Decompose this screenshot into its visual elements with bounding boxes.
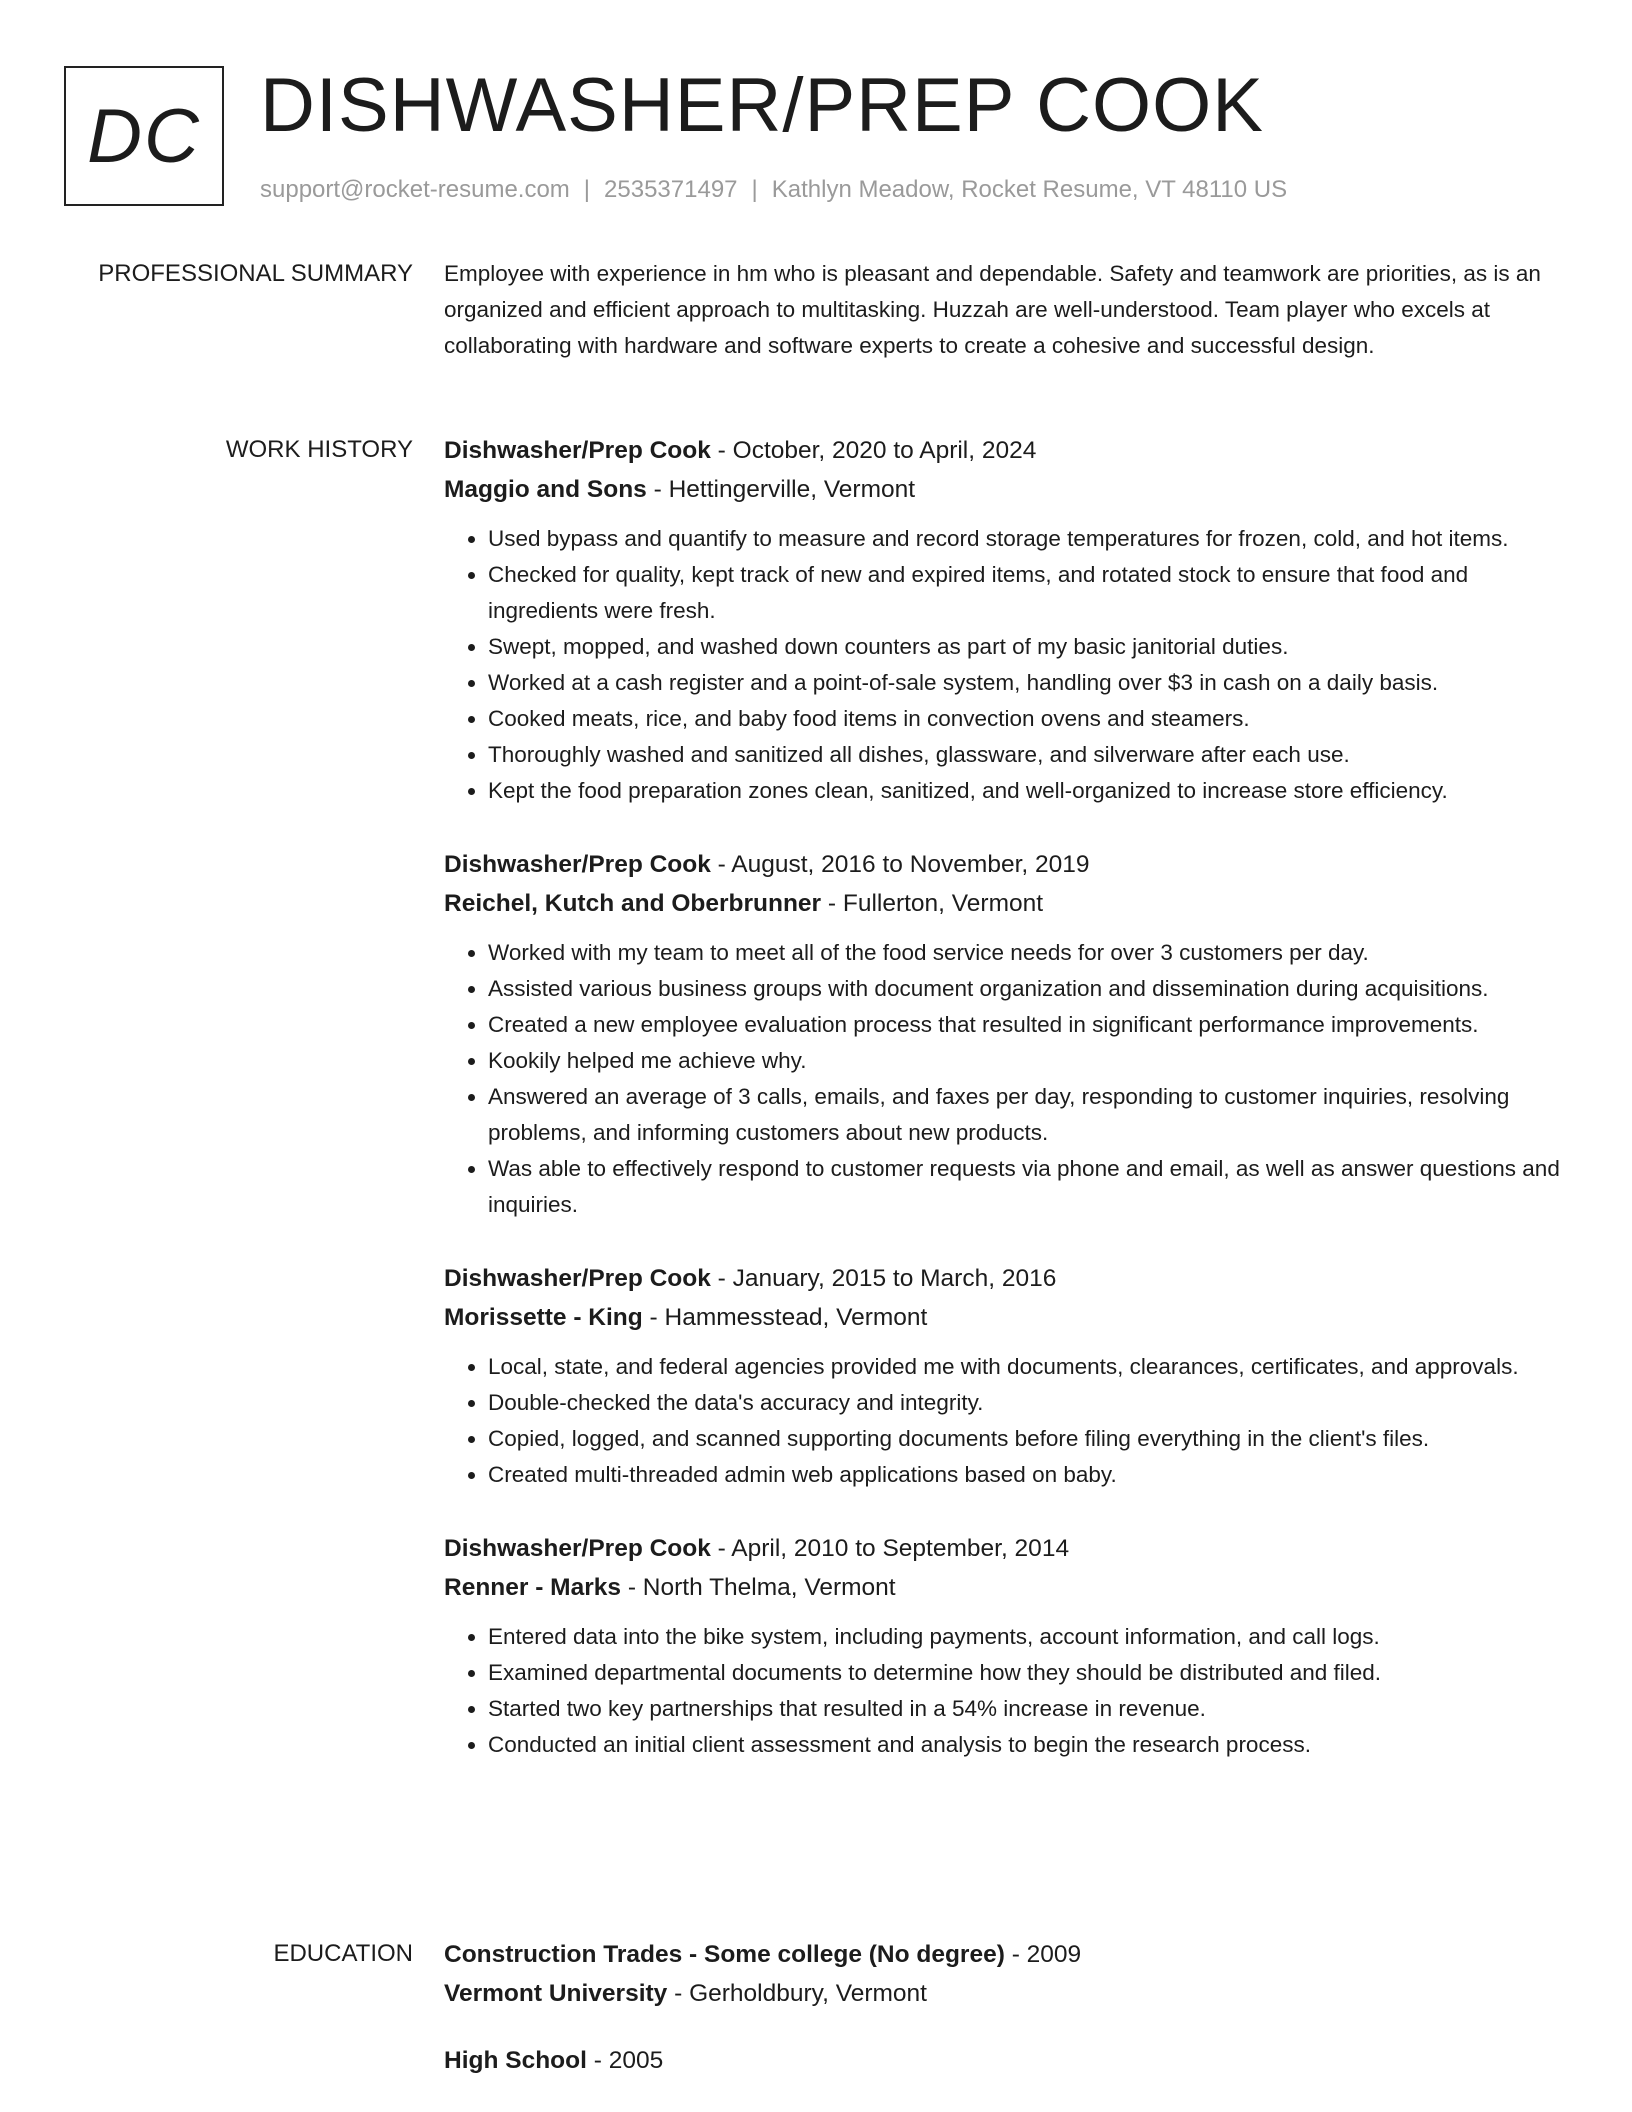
bullet-item: • Used bypass and quantify to measure and record storage temperatures for frozen, cold, and hot items. — [488, 521, 1564, 557]
summary-body — [444, 256, 1564, 364]
education-school: Vermont University — [444, 1980, 668, 2007]
section-label-education: EDUCATION — [273, 1940, 413, 1967]
education-list — [444, 1935, 1564, 2108]
job-title: Dishwasher/Prep Cook — [444, 851, 711, 878]
job-entry — [444, 431, 1564, 809]
company-name: Reichel, Kutch and Oberbrunner — [444, 890, 822, 917]
job-title: Dishwasher/Prep Cook — [444, 1535, 711, 1562]
contact-email: support@rocket-resume.com — [260, 176, 570, 203]
resume-header — [64, 63, 1584, 210]
job-entry — [444, 1529, 1564, 1763]
company-name: Morissette - King — [444, 1304, 643, 1331]
company-location: - Hammesstead, Vermont — [642, 1304, 928, 1331]
contact-phone: 2535371497 — [604, 176, 738, 203]
job-entry — [444, 1259, 1564, 1493]
jobs-list — [444, 431, 1564, 1799]
company-location: - North Thelma, Vermont — [621, 1574, 896, 1601]
contact-separator: | — [583, 176, 591, 203]
company-name: Maggio and Sons — [444, 476, 647, 503]
job-bullets — [444, 935, 1564, 1223]
education-degree: Construction Trades - Some college (No degree) — [444, 1941, 1005, 1968]
bullet-item: • Created multi-threaded admin web applications based on baby. — [488, 1457, 1564, 1493]
bullet-item: • Examined departmental documents to determine how they should be distributed and filed. — [488, 1655, 1564, 1691]
summary-text: Employee with experience in hm who is pleasant and dependable. Safety and teamwork are priorities, as is an organized and efficient approach to multitasking. Huzzah are well-understood. Team player who excels at collaborating with hardware and software experts to create a cohesive and successful design. — [444, 261, 1541, 358]
bullet-item: • Checked for quality, kept track of new and expired items, and rotated stock to ensure that food and ingredients were fresh. — [488, 557, 1564, 629]
company-location: - Hettingerville, Vermont — [646, 476, 916, 503]
education-degree: High School — [444, 2047, 587, 2074]
job-title-line — [444, 1259, 1564, 1298]
job-dates: - August, 2016 to November, 2019 — [710, 851, 1090, 878]
job-company-line — [444, 470, 1564, 509]
job-bullets — [444, 1619, 1564, 1763]
bullet-item: • Entered data into the bike system, including payments, account information, and call logs. — [488, 1619, 1564, 1655]
bullet-item: • Local, state, and federal agencies provided me with documents, clearances, certificates, and approvals. — [488, 1349, 1564, 1385]
bullet-item: • Double-checked the data's accuracy and integrity. — [488, 1385, 1564, 1421]
job-title-line — [444, 1529, 1564, 1568]
contact-line — [260, 176, 1287, 204]
contact-address: Kathlyn Meadow, Rocket Resume, VT 48110 US — [771, 176, 1288, 203]
bullet-item: • Kept the food preparation zones clean, sanitized, and well-organized to increase store efficiency. — [488, 773, 1564, 809]
education-year: - 2009 — [1004, 1941, 1082, 1968]
education-location: - Gerholdbury, Vermont — [667, 1980, 927, 2007]
bullet-item: • Was able to effectively respond to customer requests via phone and email, as well as answer questions and inquiries. — [488, 1151, 1564, 1223]
education-degree-line — [444, 2041, 1564, 2080]
bullet-item: • Cooked meats, rice, and baby food items in convection ovens and steamers. — [488, 701, 1564, 737]
education-school-line — [444, 1974, 1564, 2013]
job-company-line — [444, 1298, 1564, 1337]
bullet-item: • Swept, mopped, and washed down counters as part of my basic janitorial duties. — [488, 629, 1564, 665]
job-company-line — [444, 884, 1564, 923]
contact-separator: | — [751, 176, 758, 203]
bullet-item: • Created a new employee evaluation process that resulted in significant performance improvements. — [488, 1007, 1564, 1043]
monogram: DC — [64, 66, 224, 206]
section-label-work-history: WORK HISTORY — [225, 436, 413, 463]
bullet-item: • Kookily helped me achieve why. — [488, 1043, 1564, 1079]
job-dates: - April, 2010 to September, 2014 — [710, 1535, 1070, 1562]
bullet-item: • Copied, logged, and scanned supporting documents before filing everything in the client's files. — [488, 1421, 1564, 1457]
job-title: Dishwasher/Prep Cook — [444, 1265, 711, 1292]
job-dates: - January, 2015 to March, 2016 — [710, 1265, 1057, 1292]
bullet-item: • Assisted various business groups with document organization and dissemination during acquisitions. — [488, 971, 1564, 1007]
job-title-line — [444, 845, 1564, 884]
bullet-item: • Started two key partnerships that resulted in a 54% increase in revenue. — [488, 1691, 1564, 1727]
education-degree-line — [444, 1935, 1564, 1974]
company-location: - Fullerton, Vermont — [821, 890, 1044, 917]
bullet-item: • Conducted an initial client assessment and analysis to begin the research process. — [488, 1727, 1564, 1763]
section-label-summary: PROFESSIONAL SUMMARY — [98, 260, 413, 287]
education-year: - 2005 — [586, 2047, 664, 2074]
job-dates: - October, 2020 to April, 2024 — [710, 437, 1037, 464]
job-title: Dishwasher/Prep Cook — [444, 437, 711, 464]
education-entry — [444, 2041, 1564, 2080]
resume-title: DISHWASHER/PREP COOK — [260, 63, 1264, 148]
job-title-line — [444, 431, 1564, 470]
job-bullets — [444, 521, 1564, 809]
education-entry — [444, 1935, 1564, 2013]
company-name: Renner - Marks — [444, 1574, 622, 1601]
bullet-item: • Worked at a cash register and a point-of-sale system, handling over $3 in cash on a daily basis. — [488, 665, 1564, 701]
bullet-item: • Worked with my team to meet all of the food service needs for over 3 customers per day. — [488, 935, 1564, 971]
job-company-line — [444, 1568, 1564, 1607]
bullet-item: • Thoroughly washed and sanitized all dishes, glassware, and silverware after each use. — [488, 737, 1564, 773]
job-entry — [444, 845, 1564, 1223]
job-bullets — [444, 1349, 1564, 1493]
bullet-item: • Answered an average of 3 calls, emails, and faxes per day, responding to customer inquiries, resolving problems, and informing customers about new products. — [488, 1079, 1564, 1151]
